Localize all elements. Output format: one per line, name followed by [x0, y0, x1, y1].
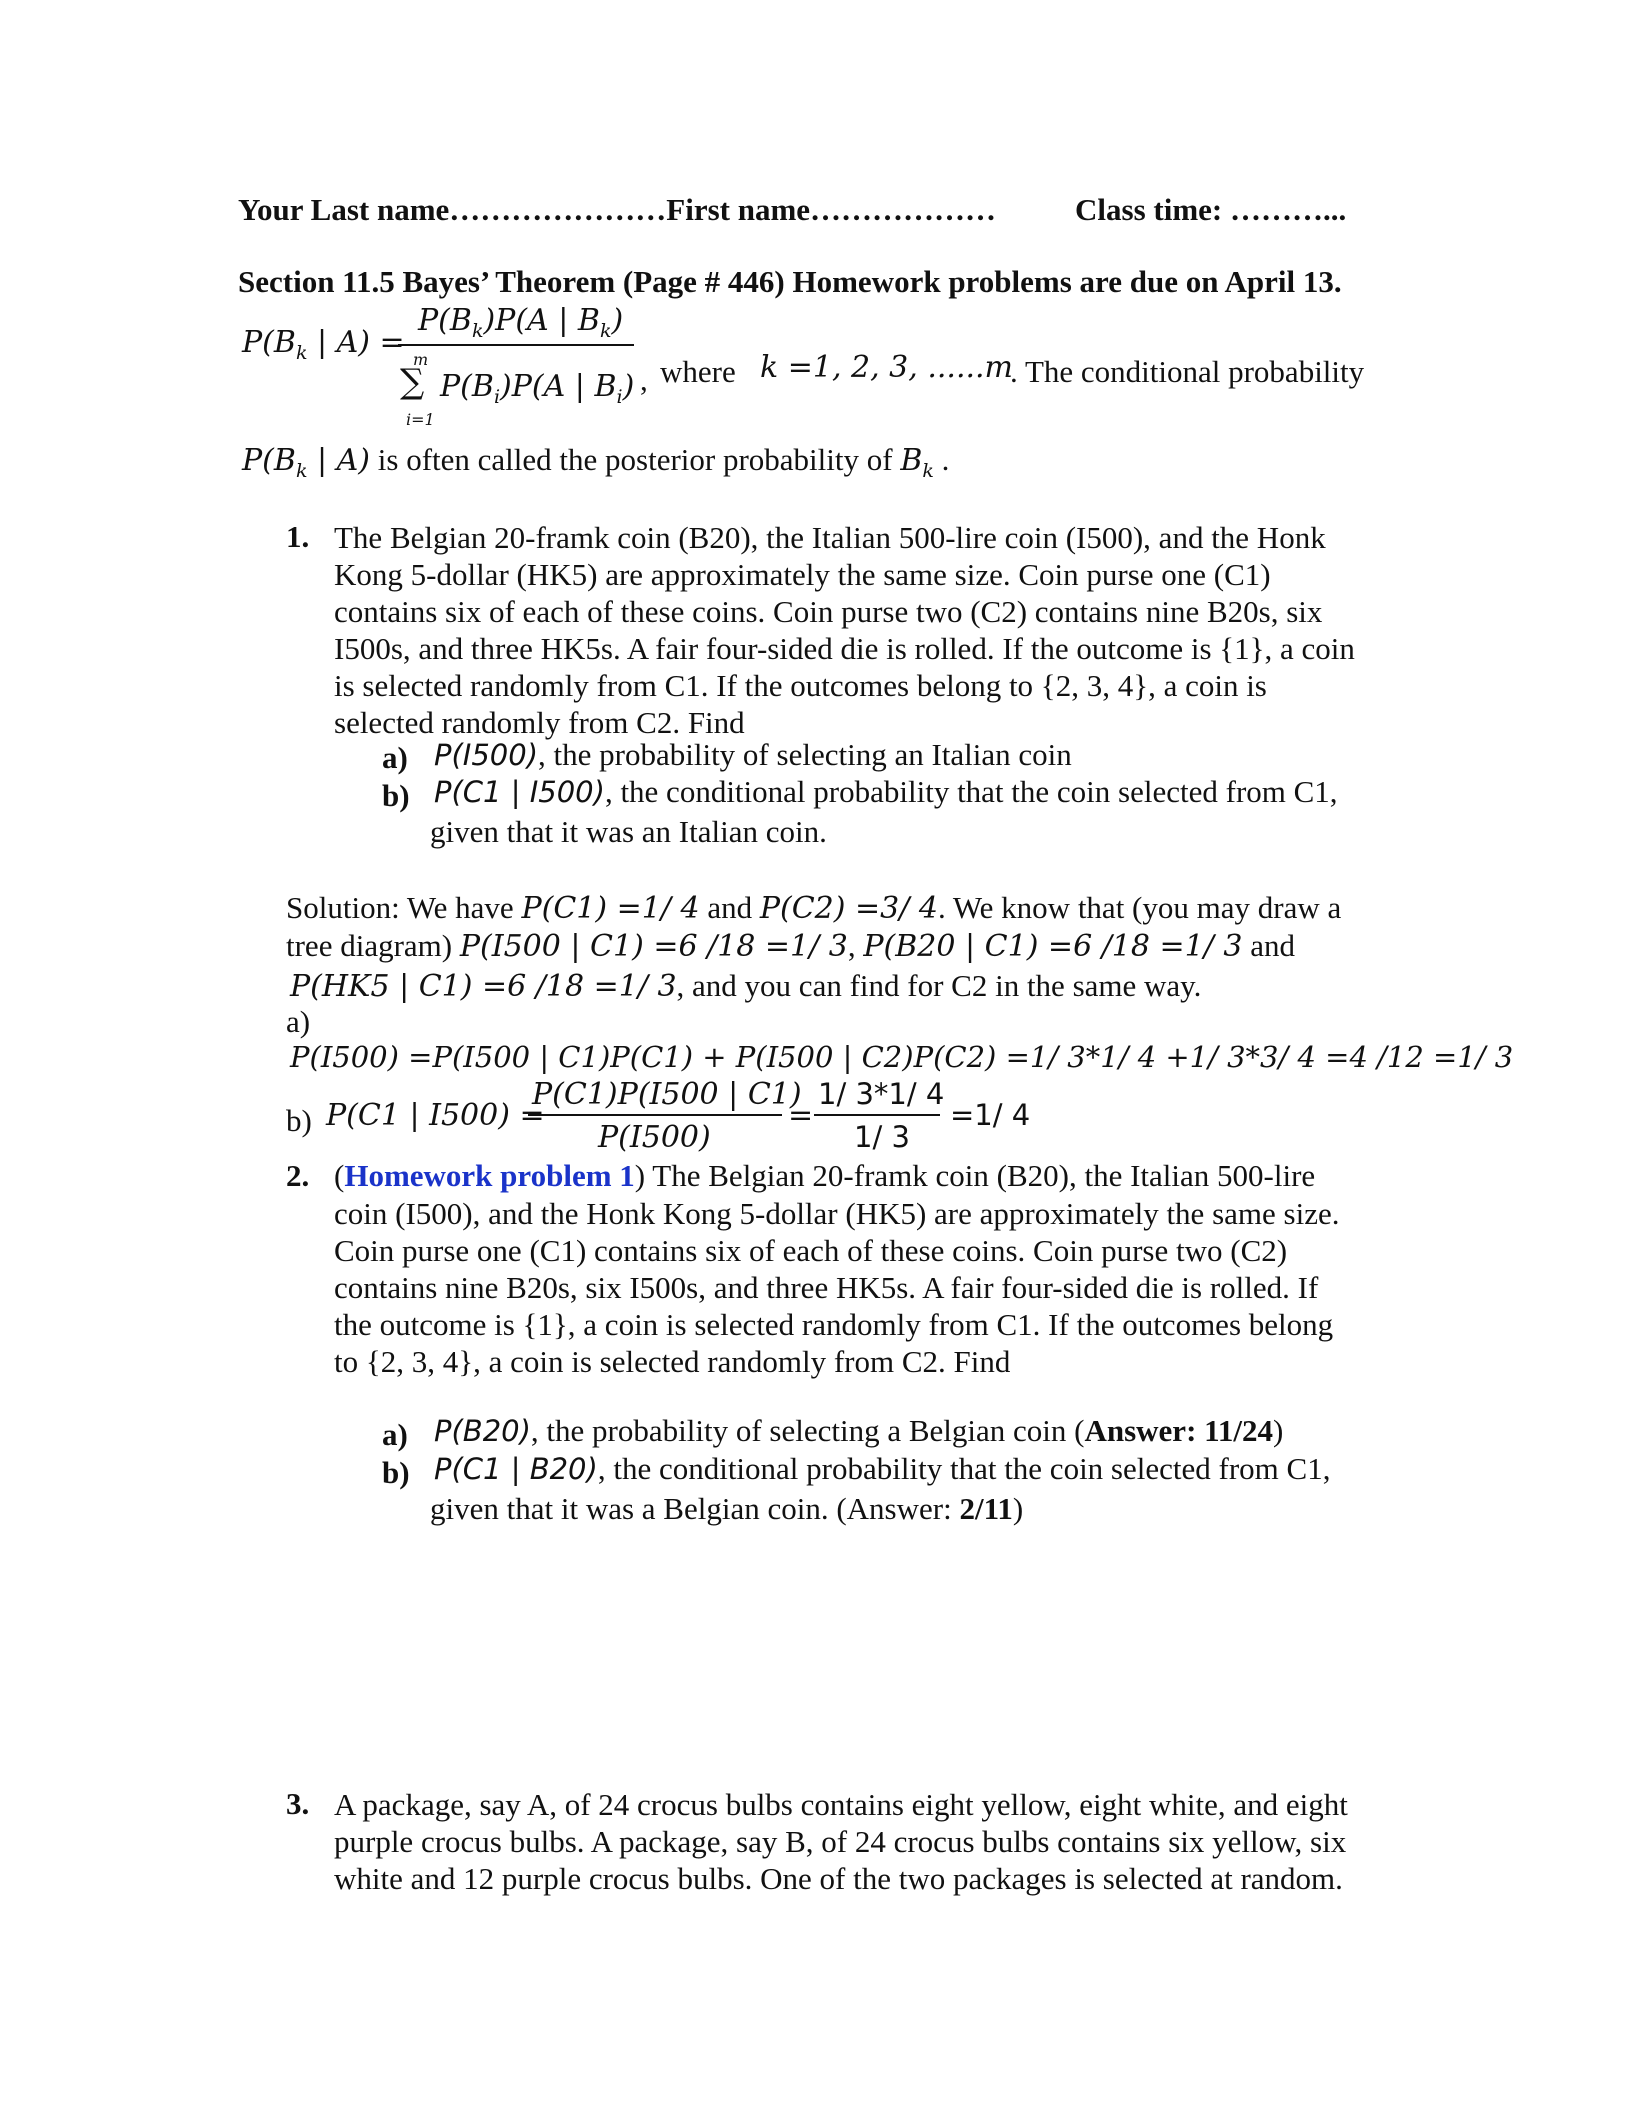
problem-2-line: to {2, 3, 4}, a coin is selected randomly from C2. Find: [334, 1344, 1011, 1379]
sum-upper-limit: m: [413, 350, 429, 369]
class-time-label: Class time: ………...: [1075, 192, 1347, 227]
problem-2b-label: b): [382, 1455, 410, 1490]
formula-lhs: $P(B_k$ | A) =: [242, 325, 405, 364]
problem-1b-text: P(C1 | I500), the conditional probability that the coin selected from C1,: [434, 774, 1338, 809]
problem-1-line: The Belgian 20-framk coin (B20), the Italian 500-lire coin (I500), and the Honk: [334, 520, 1326, 555]
solution-a-equation: P(I500) =P(I500 | C1)P(C1) + P(I500 | C2)P(C2) =1/ 3*1/ 4 +1/ 3*3/ 4 =4 /12 =1/ 3: [290, 1040, 1514, 1074]
sum-lower-limit: i=1: [406, 410, 435, 429]
solution-b-result: =1/ 4: [950, 1098, 1031, 1132]
name-field-label: Your Last name…………………First name………………: [238, 192, 997, 227]
problem-2-line: Coin purse one (C1) contains six of each of these coins. Coin purse two (C2): [334, 1233, 1288, 1268]
problem-2-line: coin (I500), and the Honk Kong 5-dollar (HK5) are approximately the same size.: [334, 1196, 1340, 1231]
problem-2-line: the outcome is {1}, a coin is selected randomly from C1. If the outcomes belong: [334, 1307, 1334, 1342]
problem-2-first-line: (Homework problem 1) The Belgian 20-framk coin (B20), the Italian 500-lire: [334, 1158, 1316, 1193]
problem-2b-text-cont: given that it was a Belgian coin. (Answer: 2/11): [430, 1491, 1024, 1526]
problem-1-number: 1.: [286, 519, 310, 554]
problem-2a-label: a): [382, 1417, 408, 1452]
formula-numerator: $P(B_k)P(A$ | $B_k$): [418, 303, 624, 342]
problem-2-text: [334, 1195, 1339, 1380]
problem-1-line: contains six of each of these coins. Coin purse two (C2) contains nine B20s, six: [334, 594, 1323, 629]
solution-b-numerator: P(C1)P(I500 | C1): [532, 1077, 802, 1112]
solution-line-3: P(HK5 | C1) =6 /18 =1/ 3, and you can find for C2 in the same way.: [290, 968, 1202, 1004]
solution-b-lhs: P(C1 | I500) =: [326, 1098, 545, 1133]
problem-2-number: 2.: [286, 1158, 310, 1193]
formula-trailing-text: . The conditional probability: [1010, 354, 1365, 389]
problem-1-line: is selected randomly from C1. If the outcomes belong to {2, 3, 4}, a coin is: [334, 668, 1267, 703]
problem-1a-text: P(I500), the probability of selecting an Italian coin: [434, 737, 1072, 772]
homework-problem-label: Homework problem 1: [344, 1158, 635, 1193]
formula-fraction-bar: [398, 344, 634, 346]
solution-b-numerator-2: 1/ 3*1/ 4: [818, 1077, 945, 1111]
problem-1a-label: a): [382, 740, 408, 775]
problem-3-text: [334, 1786, 1348, 1897]
problem-2b-text: P(C1 | B20), the conditional probability that the coin selected from C1,: [434, 1451, 1331, 1486]
formula-denominator: $P(B_i)P(A$ | $B_i$): [440, 369, 635, 408]
solution-b-label: b): [286, 1103, 312, 1138]
formula-k-range: k =1, 2, 3, ......m: [760, 350, 1013, 385]
problem-3-line: A package, say A, of 24 crocus bulbs contains eight yellow, eight white, and eight: [334, 1787, 1348, 1822]
problem-1-line: I500s, and three HK5s. A fair four-sided die is rolled. If the outcome is {1}, a coin: [334, 631, 1355, 666]
problem-1b-text-cont: given that it was an Italian coin.: [430, 814, 827, 849]
formula-where: where: [660, 354, 736, 389]
problem-1-line: selected randomly from C2. Find: [334, 705, 745, 740]
problem-3-line: purple crocus bulbs. A package, say B, of 24 crocus bulbs contains six yellow, six: [334, 1824, 1347, 1859]
problem-2a-text: P(B20), the probability of selecting a Belgian coin (Answer: 11/24): [434, 1413, 1284, 1448]
problem-1-text: [334, 519, 1355, 741]
problem-3-number: 3.: [286, 1786, 310, 1821]
formula-comma: ,: [640, 362, 648, 397]
solution-line-1: Solution: We have P(C1) =1/ 4 and P(C2) =3/ 4. We know that (you may draw a: [286, 890, 1342, 926]
section-title: Section 11.5 Bayes’ Theorem (Page # 446) Homework problems are due on April 13.: [238, 264, 1342, 299]
problem-1-line: Kong 5-dollar (HK5) are approximately the same size. Coin purse one (C1): [334, 557, 1271, 592]
problem-1b-label: b): [382, 778, 410, 813]
solution-b-fraction-bar-2: [814, 1114, 940, 1116]
solution-b-fraction-bar: [528, 1114, 782, 1116]
solution-b-equals: =: [788, 1098, 814, 1133]
problem-3-line: white and 12 purple crocus bulbs. One of the two packages is selected at random.: [334, 1861, 1343, 1896]
sum-sign: ∑: [400, 362, 425, 402]
solution-a-label: a): [286, 1004, 311, 1039]
problem-2-line: contains nine B20s, six I500s, and three HK5s. A fair four-sided die is rolled. If: [334, 1270, 1319, 1305]
solution-b-denominator: P(I500): [598, 1120, 711, 1155]
solution-line-2: tree diagram) P(I500 | C1) =6 /18 =1/ 3, P(B20 | C1) =6 /18 =1/ 3 and: [286, 928, 1295, 964]
solution-b-denominator-2: 1/ 3: [854, 1120, 910, 1154]
posterior-definition: $P(B_k$ | A) is often called the posterior probability of $B_k$ .: [242, 442, 950, 482]
